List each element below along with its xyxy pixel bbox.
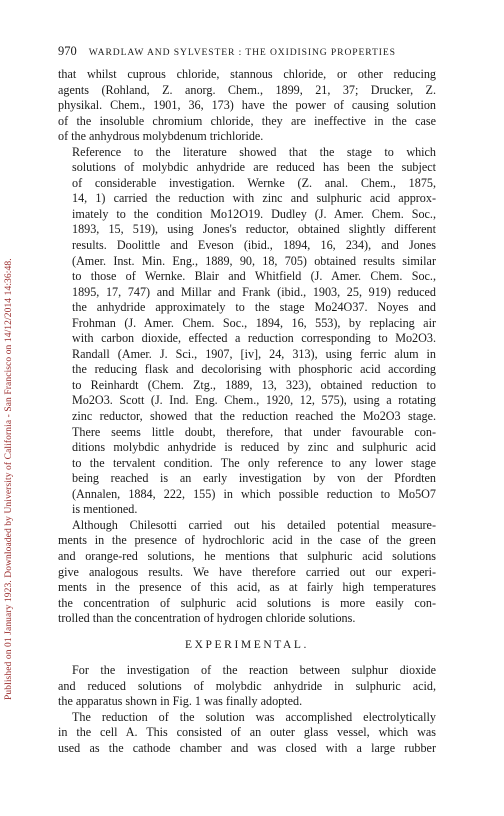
running-title: WARDLAW AND SYLVESTER : THE OXIDISING PROPERTIES	[88, 47, 396, 58]
text-line: in the cell A. This consisted of an outer glass vessel, which was	[58, 725, 436, 740]
text-line: and reduced solutions of molybdic anhydride in sulphuric acid,	[58, 678, 436, 693]
text-line: ments in the presence of this acid, as at fairly high temperatures	[58, 580, 436, 595]
paragraph-1	[58, 67, 436, 145]
section-heading: EXPERIMENTAL.	[185, 638, 309, 651]
text-line: of considerable investigation. Wernke (Z. anal. Chem., 1875,	[72, 175, 436, 190]
text-line: to Reinhardt (Chem. Ztg., 1889, 13, 323), obtained reduction to	[72, 377, 436, 392]
text-line: ments in the presence of hydrochloric acid in the case of the green	[58, 533, 436, 548]
text-line: with carbon dioxide, effected a reduction corresponding to Mo2O3.	[72, 331, 436, 346]
text-line: (Annalen, 1884, 222, 155) in which possible reduction to Mo5O7	[72, 486, 436, 501]
text-line: agents (Rohland, Z. anorg. Chem., 1899, 21, 37; Drucker, Z.	[58, 82, 436, 97]
text-line: to those of Wernke. Blair and Whitfield (J. Amer. Chem. Soc.,	[72, 269, 436, 284]
text-line: zinc reductor, showed that the reduction reached the Mo2O3 stage.	[72, 409, 436, 424]
text-line: being reached is an early investigation by von der Pfordten	[72, 471, 436, 486]
text-line: give analogous results. We have therefore carried out our experi-	[58, 564, 436, 579]
text-line: Although Chilesotti carried out his detailed potential measure-	[72, 517, 436, 532]
text-line: For the investigation of the reaction between sulphur dioxide	[72, 663, 436, 678]
article-body	[58, 67, 436, 757]
text-line: that whilst cuprous chloride, stannous chloride, or other reducing	[58, 67, 436, 81]
download-watermark: Published on 01 January 1923. Downloaded by University of California - San Francisco on 14/12/2014 14:36:48.	[4, 258, 14, 700]
text-line: trolled than the concentration of hydrogen chloride solutions.	[58, 611, 356, 626]
text-line: and orange-red solutions, he mentions that sulphuric acid solutions	[58, 548, 436, 563]
text-line: There seems little doubt, therefore, that under favourable con-	[72, 424, 436, 439]
text-line: 14, 1) carried the reduction with zinc and sulphuric acid approx-	[72, 191, 436, 206]
paragraph-3	[58, 518, 436, 627]
text-line: of the anhydrous molybdenum trichloride.	[58, 129, 264, 144]
paragraph-2	[58, 145, 436, 518]
text-line: results. Doolittle and Eveson (ibid., 1894, 16, 234), and Jones	[72, 238, 436, 253]
text-line: solutions of molybdic anhydride are reduced has been the subject	[72, 160, 436, 175]
text-line: the reducing flask and decolorising with phosphoric acid according	[72, 362, 436, 377]
text-line: 1895, 17, 747) and Millar and Frank (ibid., 1903, 25, 919) reduced	[72, 284, 436, 299]
text-line: Frohman (J. Amer. Chem. Soc., 1894, 16, 553), by replacing air	[72, 315, 436, 330]
page-number: 970	[58, 44, 77, 58]
text-line: used as the cathode chamber and was closed with a large rubber	[58, 740, 436, 755]
text-line: the anhydride approximately to the stage Mo24O37. Noyes and	[72, 300, 436, 315]
text-line: 1893, 15, 519), using Jones's reductor, obtained slightly different	[72, 222, 436, 237]
text-line: Randall (Amer. J. Sci., 1907, [iv], 24, 313), using ferric alum in	[72, 346, 436, 361]
text-line: to the tervalent condition. The only reference to any lower stage	[72, 455, 436, 470]
text-line: the apparatus shown in Fig. 1 was finally adopted.	[58, 694, 303, 709]
paragraph-4	[58, 663, 436, 710]
text-line: Mo2O3. Scott (J. Ind. Eng. Chem., 1920, 12, 575), using a rotating	[72, 393, 436, 408]
text-line: ditions molybdic anhydride is reduced by zinc and sulphuric acid	[72, 440, 436, 455]
text-line: (Amer. Inst. Min. Eng., 1889, 90, 18, 705) obtained results similar	[72, 253, 436, 268]
running-head	[58, 44, 436, 62]
text-line: the concentration of sulphuric acid solutions is more easily con-	[58, 595, 436, 610]
text-line: is mentioned.	[72, 502, 138, 517]
text-line: physikal. Chem., 1901, 36, 173) have the power of causing solution	[58, 98, 436, 113]
paragraph-5	[58, 710, 436, 757]
text-line: of the insoluble chromium chloride, they are ineffective in the case	[58, 113, 436, 128]
text-line: imately to the condition Mo12O19. Dudley (J. Amer. Chem. Soc.,	[72, 206, 436, 221]
text-line: Reference to the literature showed that the stage to which	[72, 144, 436, 159]
text-line: The reduction of the solution was accomplished electrolytically	[72, 709, 436, 724]
